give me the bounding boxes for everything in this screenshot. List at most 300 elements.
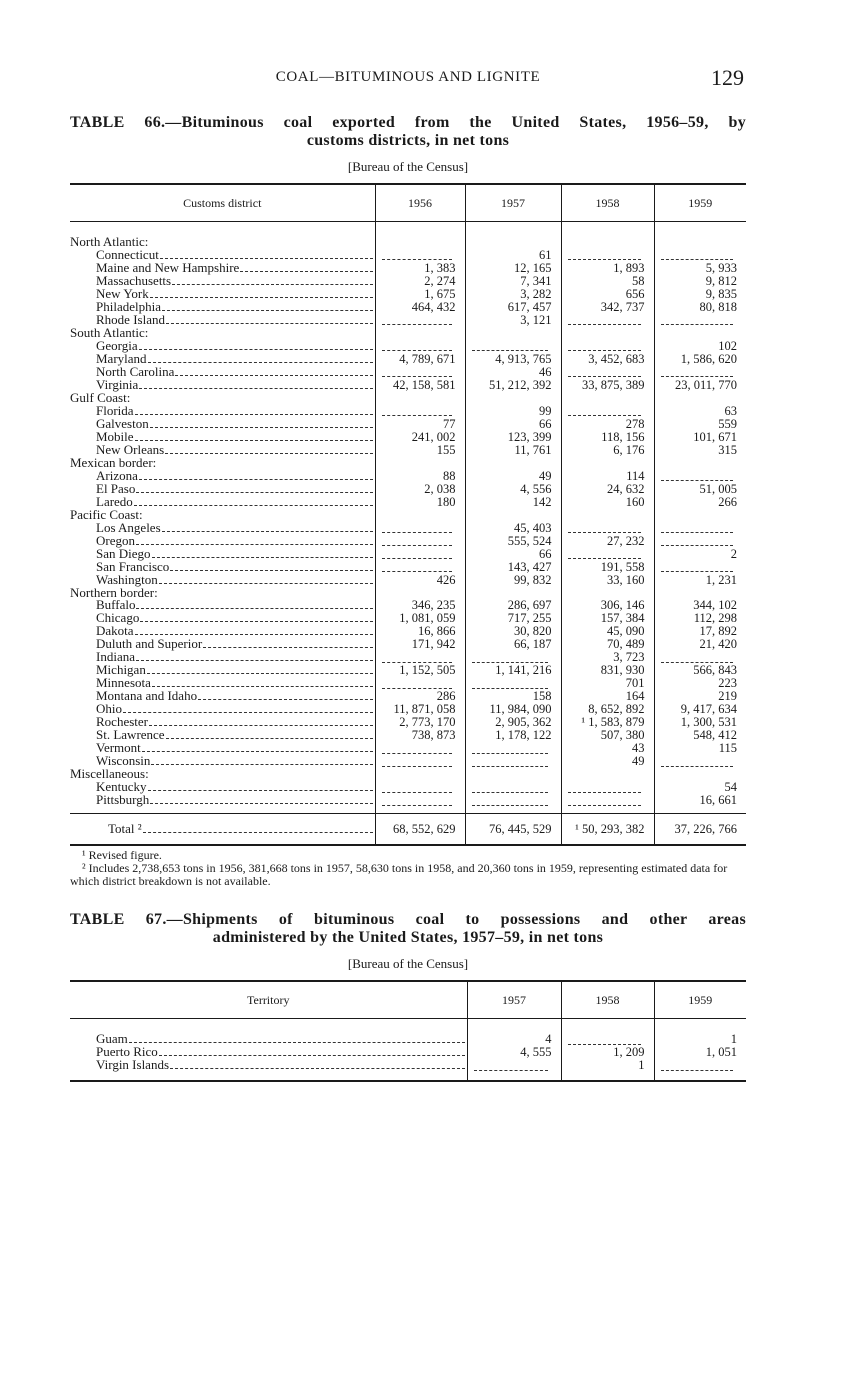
table-row bbox=[70, 353, 746, 366]
value-cell: 2, 905, 362 bbox=[465, 716, 561, 729]
row-label: Ohio bbox=[96, 703, 122, 717]
value-cell: 180 bbox=[375, 496, 465, 509]
row-label: Pittsburgh bbox=[96, 794, 150, 808]
value-cell: 223 bbox=[654, 677, 746, 690]
value-cell: 701 bbox=[561, 677, 654, 690]
value-cell: 63 bbox=[654, 405, 746, 418]
value-cell: 118, 156 bbox=[561, 431, 654, 444]
value-cell: 80, 818 bbox=[654, 301, 746, 314]
value-cell: 3, 282 bbox=[465, 288, 561, 301]
row-label-cell bbox=[70, 522, 375, 535]
table-row bbox=[70, 612, 746, 625]
value-cell: 426 bbox=[375, 574, 465, 587]
value-cell: 1, 051 bbox=[654, 1046, 746, 1059]
leader-dots bbox=[147, 673, 373, 674]
empty-cell-dash bbox=[654, 470, 746, 483]
empty-cell-dash bbox=[375, 561, 465, 574]
value-cell: 191, 558 bbox=[561, 561, 654, 574]
value-cell: 1 bbox=[654, 1033, 746, 1046]
empty-cell-dash bbox=[375, 677, 465, 690]
empty-cell-dash bbox=[561, 794, 654, 807]
value-cell: 11, 871, 058 bbox=[375, 703, 465, 716]
table-row bbox=[70, 703, 746, 716]
row-label: Buffalo bbox=[96, 599, 136, 613]
group-heading-row bbox=[70, 509, 746, 522]
table-67-title-line1: TABLE 67.—Shipments of bituminous coal to possessions and other areas bbox=[70, 911, 746, 928]
row-label-cell bbox=[70, 262, 375, 275]
value-cell: 4, 556 bbox=[465, 483, 561, 496]
value-cell: 1, 141, 216 bbox=[465, 664, 561, 677]
value-cell: 49 bbox=[561, 755, 654, 768]
leader-dots bbox=[148, 790, 373, 791]
row-label: St. Lawrence bbox=[96, 729, 165, 743]
leader-dots bbox=[149, 725, 373, 726]
leader-dots bbox=[135, 634, 373, 635]
row-label: Georgia bbox=[96, 339, 138, 353]
group-label: Miscellaneous: bbox=[70, 768, 149, 782]
group-label: Northern border: bbox=[70, 586, 158, 600]
empty-cell-dash bbox=[375, 314, 465, 327]
empty-cell-dash bbox=[465, 742, 561, 755]
table-row bbox=[70, 548, 746, 561]
total-value-cell: ¹ 50, 293, 382 bbox=[561, 814, 654, 846]
value-cell: 3, 452, 683 bbox=[561, 353, 654, 366]
group-heading-row bbox=[70, 236, 746, 249]
table-row bbox=[70, 716, 746, 729]
row-label: Minnesota bbox=[96, 677, 151, 691]
leader-dots bbox=[136, 544, 373, 545]
value-cell: 831, 930 bbox=[561, 664, 654, 677]
table-row bbox=[70, 651, 746, 664]
row-label-cell bbox=[70, 703, 375, 716]
value-cell: 344, 102 bbox=[654, 599, 746, 612]
empty-cell-dash bbox=[654, 535, 746, 548]
empty-cell-dash bbox=[375, 522, 465, 535]
leader-dots bbox=[123, 712, 373, 713]
value-cell: 3, 121 bbox=[465, 314, 561, 327]
empty-cell-dash bbox=[465, 340, 561, 353]
value-cell: 171, 942 bbox=[375, 638, 465, 651]
row-label-cell bbox=[70, 794, 375, 807]
row-label: El Paso bbox=[96, 482, 136, 496]
value-cell: 30, 820 bbox=[465, 625, 561, 638]
column-header: 1959 bbox=[654, 184, 746, 222]
value-cell: ¹ 1, 583, 879 bbox=[561, 716, 654, 729]
row-label: Laredo bbox=[96, 495, 133, 509]
row-label-cell bbox=[70, 470, 375, 483]
row-label-cell bbox=[70, 781, 375, 794]
row-label: Puerto Rico bbox=[96, 1046, 158, 1059]
table-row bbox=[70, 379, 746, 392]
value-cell: 114 bbox=[561, 470, 654, 483]
leader-dots bbox=[170, 570, 372, 571]
empty-cell-dash bbox=[467, 1059, 561, 1072]
value-cell: 286 bbox=[375, 690, 465, 703]
empty-cell-dash bbox=[561, 522, 654, 535]
leader-dots bbox=[175, 375, 372, 376]
leader-dots bbox=[129, 1042, 465, 1043]
total-row bbox=[70, 814, 746, 846]
row-label-cell bbox=[70, 418, 375, 431]
value-cell: 1, 300, 531 bbox=[654, 716, 746, 729]
value-cell: 266 bbox=[654, 496, 746, 509]
group-heading-row bbox=[70, 327, 746, 340]
group-heading-row bbox=[70, 392, 746, 405]
empty-cell-dash bbox=[654, 1059, 746, 1072]
leader-dots bbox=[150, 803, 372, 804]
empty-cell-dash bbox=[654, 755, 746, 768]
empty-cell-dash bbox=[465, 677, 561, 690]
row-label-cell bbox=[70, 729, 375, 742]
value-cell: 566, 843 bbox=[654, 664, 746, 677]
value-cell: 8, 652, 892 bbox=[561, 703, 654, 716]
column-header: 1957 bbox=[467, 981, 561, 1019]
row-label: Maine and New Hampshire bbox=[96, 261, 240, 275]
table-66-footnotes bbox=[70, 849, 746, 888]
empty-cell-dash bbox=[375, 651, 465, 664]
table-66-source: [Bureau of the Census] bbox=[347, 159, 469, 174]
group-heading-row bbox=[70, 768, 746, 781]
table-row bbox=[70, 431, 746, 444]
total-label-cell bbox=[70, 814, 375, 846]
leader-dots bbox=[136, 608, 372, 609]
table-row bbox=[70, 444, 746, 457]
value-cell: 157, 384 bbox=[561, 612, 654, 625]
leader-dots bbox=[134, 505, 373, 506]
value-cell: 2, 274 bbox=[375, 275, 465, 288]
table-row bbox=[70, 483, 746, 496]
value-cell: 51, 212, 392 bbox=[465, 379, 561, 392]
footnote: ² Includes 2,738,653 tons in 1956, 381,668 tons in 1957, 58,630 tons in 1958, and 20,360 tons in 1959, representing estimated data for which district breakdown is not available. bbox=[70, 861, 728, 888]
value-cell: 58 bbox=[561, 275, 654, 288]
leader-dots bbox=[148, 362, 373, 363]
row-label: Wisconsin bbox=[96, 755, 151, 769]
row-label: Los Angeles bbox=[96, 521, 161, 535]
leader-dots bbox=[170, 1068, 464, 1069]
row-label-cell bbox=[70, 755, 375, 768]
value-cell: 33, 875, 389 bbox=[561, 379, 654, 392]
table-row bbox=[70, 262, 746, 275]
value-cell: 88 bbox=[375, 470, 465, 483]
empty-cell-dash bbox=[465, 755, 561, 768]
row-label-cell bbox=[70, 690, 375, 703]
row-label-cell bbox=[70, 638, 375, 651]
value-cell: 559 bbox=[654, 418, 746, 431]
value-cell: 548, 412 bbox=[654, 729, 746, 742]
group-label: Mexican border: bbox=[70, 456, 157, 470]
leader-dots bbox=[162, 531, 373, 532]
value-cell: 9, 812 bbox=[654, 275, 746, 288]
value-cell: 346, 235 bbox=[375, 599, 465, 612]
table-row bbox=[70, 561, 746, 574]
value-cell: 1, 383 bbox=[375, 262, 465, 275]
table-row bbox=[70, 405, 746, 418]
row-label: Chicago bbox=[96, 612, 140, 626]
row-label-cell bbox=[70, 249, 375, 262]
value-cell: 278 bbox=[561, 418, 654, 431]
empty-cell-dash bbox=[375, 755, 465, 768]
table-row bbox=[70, 340, 746, 353]
value-cell: 738, 873 bbox=[375, 729, 465, 742]
value-cell: 617, 457 bbox=[465, 301, 561, 314]
row-label: Guam bbox=[96, 1033, 128, 1046]
row-label: San Diego bbox=[96, 547, 151, 561]
value-cell: 66, 187 bbox=[465, 638, 561, 651]
table-row bbox=[70, 275, 746, 288]
row-label: Vermont bbox=[96, 742, 141, 756]
table-row bbox=[70, 599, 746, 612]
empty-cell-dash bbox=[654, 249, 746, 262]
value-cell: 17, 892 bbox=[654, 625, 746, 638]
leader-dots bbox=[136, 492, 372, 493]
leader-dots bbox=[142, 751, 373, 752]
table-67-body bbox=[70, 1019, 746, 1082]
empty-cell-dash bbox=[375, 405, 465, 418]
value-cell: 43 bbox=[561, 742, 654, 755]
value-cell: 23, 011, 770 bbox=[654, 379, 746, 392]
value-cell: 7, 341 bbox=[465, 275, 561, 288]
table-66 bbox=[70, 183, 746, 846]
empty-cell-dash bbox=[375, 781, 465, 794]
value-cell: 1, 081, 059 bbox=[375, 612, 465, 625]
footnote: ¹ Revised figure. bbox=[82, 848, 162, 862]
empty-cell-dash bbox=[654, 366, 746, 379]
leader-dots bbox=[159, 583, 373, 584]
value-cell: 1, 152, 505 bbox=[375, 664, 465, 677]
leader-dots bbox=[150, 297, 373, 298]
page-number: 129 bbox=[711, 65, 744, 90]
row-label-cell bbox=[70, 1033, 467, 1046]
empty-cell-dash bbox=[561, 340, 654, 353]
row-label-cell bbox=[70, 625, 375, 638]
value-cell: 54 bbox=[654, 781, 746, 794]
empty-cell-dash bbox=[465, 794, 561, 807]
leader-dots bbox=[160, 258, 373, 259]
row-label-cell bbox=[70, 1059, 467, 1072]
row-label: Rhode Island bbox=[96, 313, 165, 327]
value-cell: 33, 160 bbox=[561, 574, 654, 587]
column-header: 1959 bbox=[654, 981, 746, 1019]
value-cell: 1, 178, 122 bbox=[465, 729, 561, 742]
empty-cell-dash bbox=[561, 1033, 654, 1046]
row-label-cell bbox=[70, 742, 375, 755]
value-cell: 464, 432 bbox=[375, 301, 465, 314]
row-label: Indiana bbox=[96, 651, 135, 665]
value-cell: 1, 675 bbox=[375, 288, 465, 301]
group-heading-row bbox=[70, 587, 746, 600]
value-cell: 241, 002 bbox=[375, 431, 465, 444]
value-cell: 102 bbox=[654, 340, 746, 353]
row-label-cell bbox=[70, 405, 375, 418]
empty-cell-dash bbox=[654, 561, 746, 574]
value-cell: 286, 697 bbox=[465, 599, 561, 612]
leader-dots bbox=[152, 557, 373, 558]
table-row bbox=[70, 1059, 746, 1072]
column-header: 1956 bbox=[375, 184, 465, 222]
table-66-title-line2: customs districts, in net tons bbox=[306, 132, 510, 149]
group-label: North Atlantic: bbox=[70, 236, 149, 249]
leader-dots bbox=[152, 686, 373, 687]
row-label: Florida bbox=[96, 404, 134, 418]
leader-dots bbox=[165, 453, 372, 454]
row-label: Arizona bbox=[96, 469, 138, 483]
table-67-title bbox=[70, 911, 746, 947]
table-row bbox=[70, 249, 746, 262]
value-cell: 2, 773, 170 bbox=[375, 716, 465, 729]
value-cell: 66 bbox=[465, 548, 561, 561]
value-cell: 11, 761 bbox=[465, 444, 561, 457]
row-label: Philadelphia bbox=[96, 300, 161, 314]
empty-cell-dash bbox=[654, 522, 746, 535]
value-cell: 11, 984, 090 bbox=[465, 703, 561, 716]
empty-cell-dash bbox=[561, 781, 654, 794]
value-cell: 70, 489 bbox=[561, 638, 654, 651]
value-cell: 16, 661 bbox=[654, 794, 746, 807]
value-cell: 342, 737 bbox=[561, 301, 654, 314]
leader-dots bbox=[139, 479, 373, 480]
row-label: Michigan bbox=[96, 664, 146, 678]
total-value-cell: 37, 226, 766 bbox=[654, 814, 746, 846]
table-row bbox=[70, 1046, 746, 1059]
table-row bbox=[70, 690, 746, 703]
empty-cell-dash bbox=[375, 249, 465, 262]
row-label: New Orleans bbox=[96, 443, 165, 457]
row-label: Mobile bbox=[96, 430, 134, 444]
empty-cell-dash bbox=[375, 548, 465, 561]
table-row bbox=[70, 677, 746, 690]
value-cell: 219 bbox=[654, 690, 746, 703]
column-header: 1958 bbox=[561, 184, 654, 222]
empty-cell-dash bbox=[465, 651, 561, 664]
empty-cell-dash bbox=[561, 405, 654, 418]
running-title: COAL—BITUMINOUS AND LIGNITE bbox=[275, 69, 541, 85]
value-cell: 2, 038 bbox=[375, 483, 465, 496]
leader-dots bbox=[198, 699, 372, 700]
leader-dots bbox=[151, 764, 372, 765]
row-label-cell bbox=[70, 1046, 467, 1059]
group-label: Pacific Coast: bbox=[70, 508, 143, 522]
row-label-cell bbox=[70, 431, 375, 444]
group-label: South Atlantic: bbox=[70, 326, 149, 340]
value-cell: 123, 399 bbox=[465, 431, 561, 444]
row-label: Connecticut bbox=[96, 248, 159, 262]
value-cell: 142 bbox=[465, 496, 561, 509]
value-cell: 164 bbox=[561, 690, 654, 703]
table-66-title-line1: TABLE 66.—Bituminous coal exported from the United States, 1956–59, by bbox=[70, 114, 746, 131]
value-cell: 1, 231 bbox=[654, 574, 746, 587]
value-cell: 99 bbox=[465, 405, 561, 418]
row-label-cell bbox=[70, 612, 375, 625]
value-cell: 4, 789, 671 bbox=[375, 353, 465, 366]
table-row bbox=[70, 755, 746, 768]
row-label: San Francisco bbox=[96, 560, 170, 574]
table-row bbox=[70, 729, 746, 742]
value-cell: 51, 005 bbox=[654, 483, 746, 496]
leader-dots bbox=[166, 323, 373, 324]
value-cell: 2 bbox=[654, 548, 746, 561]
leader-dots bbox=[159, 1055, 465, 1056]
row-label: Rochester bbox=[96, 716, 148, 730]
column-header: 1958 bbox=[561, 981, 654, 1019]
row-label-cell bbox=[70, 379, 375, 392]
empty-cell-dash bbox=[375, 535, 465, 548]
empty-cell-dash bbox=[561, 366, 654, 379]
page-header bbox=[70, 66, 746, 94]
value-cell: 158 bbox=[465, 690, 561, 703]
row-label-cell bbox=[70, 366, 375, 379]
leader-dots bbox=[240, 271, 372, 272]
value-cell: 315 bbox=[654, 444, 746, 457]
group-label: Gulf Coast: bbox=[70, 391, 131, 405]
table-row bbox=[70, 522, 746, 535]
value-cell: 4, 555 bbox=[467, 1046, 561, 1059]
table-row bbox=[70, 470, 746, 483]
group-heading-row bbox=[70, 457, 746, 470]
row-label-cell bbox=[70, 535, 375, 548]
row-label: Oregon bbox=[96, 534, 135, 548]
value-cell: 42, 158, 581 bbox=[375, 379, 465, 392]
table-row bbox=[70, 1033, 746, 1046]
empty-cell-dash bbox=[561, 249, 654, 262]
row-label: North Carolina bbox=[96, 365, 175, 379]
value-cell: 115 bbox=[654, 742, 746, 755]
leader-dots bbox=[139, 388, 372, 389]
leader-dots bbox=[140, 621, 372, 622]
leader-dots bbox=[143, 832, 373, 833]
table-row bbox=[70, 301, 746, 314]
column-header: Territory bbox=[70, 981, 467, 1019]
empty-cell-dash bbox=[654, 314, 746, 327]
value-cell: 555, 524 bbox=[465, 535, 561, 548]
empty-cell-dash bbox=[465, 781, 561, 794]
row-label-cell bbox=[70, 664, 375, 677]
row-label: Kentucky bbox=[96, 781, 147, 795]
value-cell: 24, 632 bbox=[561, 483, 654, 496]
value-cell: 9, 417, 634 bbox=[654, 703, 746, 716]
value-cell: 5, 933 bbox=[654, 262, 746, 275]
row-label: Washington bbox=[96, 573, 158, 587]
leader-dots bbox=[150, 427, 373, 428]
value-cell: 1, 209 bbox=[561, 1046, 654, 1059]
table-row bbox=[70, 742, 746, 755]
value-cell: 46 bbox=[465, 366, 561, 379]
row-label-cell bbox=[70, 548, 375, 561]
row-label: New York bbox=[96, 287, 149, 301]
value-cell: 21, 420 bbox=[654, 638, 746, 651]
value-cell: 112, 298 bbox=[654, 612, 746, 625]
row-label: Duluth and Superior bbox=[96, 638, 203, 652]
value-cell: 4 bbox=[467, 1033, 561, 1046]
empty-cell-dash bbox=[375, 794, 465, 807]
row-label-cell bbox=[70, 275, 375, 288]
leader-dots bbox=[135, 440, 373, 441]
table-row bbox=[70, 496, 746, 509]
value-cell: 77 bbox=[375, 418, 465, 431]
total-label: Total ² bbox=[108, 820, 142, 836]
value-cell: 12, 165 bbox=[465, 262, 561, 275]
empty-cell-dash bbox=[375, 366, 465, 379]
value-cell: 1, 586, 620 bbox=[654, 353, 746, 366]
value-cell: 3, 723 bbox=[561, 651, 654, 664]
row-label: Montana and Idaho bbox=[96, 690, 198, 704]
table-row bbox=[70, 535, 746, 548]
total-value-cell: 76, 445, 529 bbox=[465, 814, 561, 846]
table-row bbox=[70, 664, 746, 677]
table-67-source: [Bureau of the Census] bbox=[347, 956, 469, 971]
empty-cell-dash bbox=[654, 651, 746, 664]
value-cell: 656 bbox=[561, 288, 654, 301]
empty-cell-dash bbox=[561, 548, 654, 561]
